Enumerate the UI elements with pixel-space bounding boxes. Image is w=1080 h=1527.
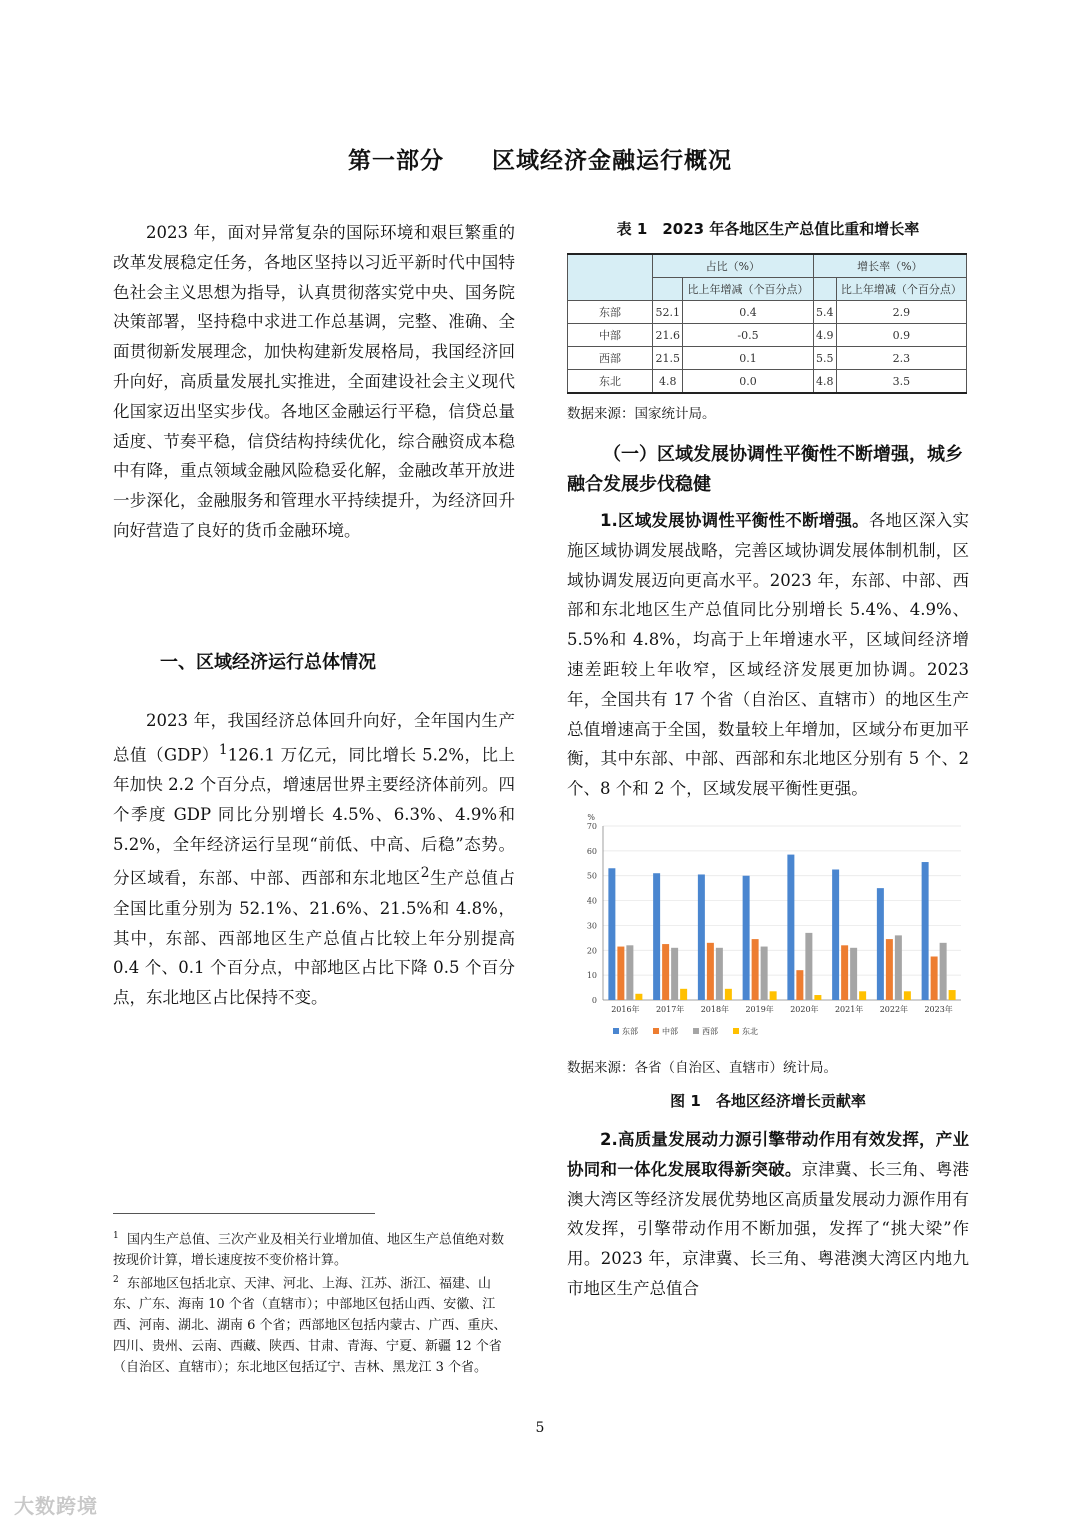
cell-growth: 4.8 [813,370,836,394]
cell-growth_chg: 0.9 [836,324,966,347]
legend-swatch-东部 [613,1028,619,1034]
p2-body: 京津冀、长三角、粤港澳大湾区等经济发展优势地区高质量发展动力源作用有效发挥，引擎带动作用不断加强，发挥了“挑大梁”作用。2023 年，京津冀、长三角、粤港澳大湾区内地九市地区生产总值合 [567,1159,970,1298]
y-tick-label: 0 [591,995,597,1005]
legend-label-东北: 东北 [742,1026,758,1036]
cell-growth: 5.5 [813,347,836,370]
legend-label-西部: 西部 [702,1026,718,1036]
footnote-text-2: 东部地区包括北京、天津、河北、上海、江苏、浙江、福建、山东、广东、海南 10 个省（直辖市）；中部地区包括山西、安徽、江西、河南、湖北、湖南 6 个省；西部地区包括内蒙古、广西、重庆、四川、贵州、云南、西藏、陕西、甘肃、青海、宁夏、新疆 12 个省（自治区、直辖市）；东北地区包括辽宁、吉林、黑龙江 3 个省。 [113,1276,507,1376]
section1-paragraph [113,706,515,1013]
bar-东部-2022年 [877,888,884,1000]
bar-中部-2021年 [841,945,848,1000]
cell-region: 西部 [568,347,653,370]
cell-region: 东北 [568,370,653,394]
y-tick-label: 20 [586,946,597,956]
section1-body [113,706,515,1013]
cell-share: 4.8 [653,370,683,394]
bar-中部-2016年 [617,947,624,1000]
footnote-mark-1: 1 [113,1231,119,1241]
x-tick-label: 2023年 [924,1004,953,1014]
cell-share_chg: 0.4 [683,301,813,324]
legend-swatch-中部 [653,1028,659,1034]
y-tick-label: 10 [586,971,597,981]
bar-西部-2018年 [716,948,723,1000]
page-number: 5 [535,1420,545,1436]
bar-东部-2019年 [743,876,750,1000]
bar-西部-2016年 [626,945,633,1000]
y-tick-label: 60 [586,846,597,856]
table-source: 数据来源：国家统计局。 [567,406,716,422]
cell-share: 21.6 [653,324,683,347]
table-row [568,370,967,394]
th-growth: 增长率（%） [813,254,966,278]
s1-text-a: 2023 年，我国经济总体回升向好，全年国内生产总值（GDP） [113,711,515,765]
x-tick-label: 2022年 [879,1004,909,1014]
cell-share: 21.5 [653,347,683,370]
y-tick-label: 70 [586,821,597,831]
cell-growth_chg: 2.9 [836,301,966,324]
cell-share_chg: 0.0 [683,370,813,394]
bar-东北-2019年 [770,991,777,1000]
bar-东北-2022年 [904,991,911,1000]
x-tick-label: 2020年 [790,1004,819,1014]
bar-东北-2017年 [680,989,687,1000]
bar-中部-2017年 [662,944,669,1000]
bar-东部-2017年 [653,873,660,1000]
left-column [113,218,515,546]
cell-growth: 4.9 [813,324,836,347]
x-tick-label: 2021年 [834,1004,864,1014]
bar-中部-2023年 [931,956,938,1000]
cell-growth_chg: 3.5 [836,370,966,394]
bar-西部-2020年 [805,933,812,1000]
footnote-1 [113,1226,515,1271]
figure-source: 数据来源：各省（自治区、直辖市）统计局。 [567,1059,837,1076]
s1-text-c: 生产总值占全国比重分别为 52.1%、21.6%、21.5%和 4.8%，其中，东部、西部地区生产总值占比较上年分别提高 0.4 个、0.1 个百分点，中部地区占比下降 0.5 个百分点，东北地区占比保持不变。 [113,868,516,1008]
bar-西部-2023年 [940,943,947,1000]
table-corner [568,254,653,301]
cell-share_chg: 0.1 [683,347,813,370]
legend-label-东部: 东部 [622,1026,638,1036]
x-tick-label: 2019年 [745,1004,774,1014]
y-tick-label: 30 [586,921,597,931]
intro-paragraph: 2023 年，面对异常复杂的国际环境和艰巨繁重的改革发展稳定任务，各地区坚持以习近平新时代中国特色社会主义思想为指导，认真贯彻落实党中央、国务院决策部署，坚持稳中求进工作总基调，完整、准确、全面贯彻新发展理念，加快构建新发展格局，我国经济回升向好，高质量发展扎实推进，全面建设社会主义现代化国家迈出坚实步伐。各地区金融运行平稳，信贷总量适度、节奏平稳，信贷结构持续优化，综合融资成本稳中有降，重点领域金融风险稳妥化解，金融改革开放进一步深化，金融服务和管理水平持续提升，为经济回升向好营造了良好的货币金融环境。 [113,223,515,540]
bar-东北-2020年 [814,995,821,1000]
bar-中部-2020年 [796,970,803,1000]
bar-中部-2022年 [886,939,893,1000]
legend-swatch-西部 [693,1028,699,1034]
bar-西部-2021年 [850,948,857,1000]
y-tick-label: 50 [586,871,597,881]
footnote-text-1: 国内生产总值、三次产业及相关行业增加值、地区生产总值绝对数按现价计算，增长速度按不变价格计算。 [113,1232,505,1269]
bar-西部-2022年 [895,935,902,1000]
right-column [567,218,969,1304]
bar-东北-2021年 [859,991,866,1000]
footnote-ref-2[interactable]: 2 [420,865,430,882]
contribution-chart [567,810,969,1050]
sub1-paragraph-2 [567,1125,969,1304]
bar-东部-2016年 [608,868,615,1000]
bar-中部-2019年 [752,939,759,1000]
sub1-paragraph-1 [567,506,969,804]
watermark: 大数跨境 [14,1494,98,1518]
table-row [568,324,967,347]
page-title [0,142,1080,175]
footnote-2 [113,1270,515,1378]
x-tick-label: 2017年 [655,1004,685,1014]
p1-lead: 1.区域发展协调性平衡性不断增强。 [600,511,869,530]
p1-body: 各地区深入实施区域协调发展战略，完善区域协调发展体制机制，区域协调发展迈向更高水平。2023 年，东部、中部、西部和东北地区生产总值同比分别增长 5.4%、4.9%、5.5%和 4.8%，均高于上年增速水平，区域间经济增速差距较上年收窄，区域经济发展更加协调。2023 年，全国共有 17 个省（自治区、直辖市）的地区生产总值增速高于全国，数量较上年增加，区域分布更加平衡，其中东部、中部、西部和东北地区分别有 5 个、2 个、8 个和 2 个，区域发展平衡性更强。 [567,511,970,799]
cell-region: 中部 [568,324,653,347]
gdp-share-table [567,253,967,394]
bar-东部-2021年 [832,869,839,1000]
th-share-blank [653,278,683,301]
y-tick-label: 40 [586,896,597,906]
bar-东北-2018年 [725,989,732,1000]
bar-西部-2017年 [671,948,678,1000]
th-growth-blank [813,278,836,301]
cell-region: 东部 [568,301,653,324]
footnote-ref-1[interactable]: 1 [218,741,228,758]
part-name: 区域经济金融运行概况 [492,148,732,174]
bar-东北-2016年 [635,994,642,1000]
legend-swatch-东北 [733,1028,739,1034]
cell-growth_chg: 2.3 [836,347,966,370]
x-tick-label: 2018年 [700,1004,730,1014]
bar-西部-2019年 [761,947,768,1000]
th-share-chg: 比上年增减（个百分点） [683,278,813,301]
bar-东部-2023年 [922,862,929,1000]
bar-东部-2018年 [698,874,705,1000]
subsection-heading: （一）区域发展协调性平衡性不断增强，城乡融合发展步伐稳健 [567,444,963,495]
footnote-mark-2: 2 [113,1275,119,1285]
table-row [568,347,967,370]
th-growth-chg: 比上年增减（个百分点） [836,278,966,301]
cell-growth: 5.4 [813,301,836,324]
cell-share: 52.1 [653,301,683,324]
y-unit-label: % [587,812,595,822]
part-label: 第一部分 [348,148,444,174]
p2-lead: 2.高质量发展动力源引擎带动作用有效发挥，产业协同和一体化发展取得新突破。 [567,1129,969,1179]
subsection-1 [567,440,969,804]
x-tick-label: 2016年 [611,1004,640,1014]
bar-中部-2018年 [707,943,714,1000]
s1-text-b: 126.1 万亿元，同比增长 5.2%，比上年加快 2.2 个百分点，增速居世界主要经济体前列。四个季度 GDP 同比分别增长 4.5%、6.3%、4.9%和 5.2%，全年经济运行呈现“前低、中高、后稳”态势。分区域看，东部、中部、西部和东北地区 [113,745,515,888]
figure-caption: 图 1 各地区经济增长贡献率 [670,1091,866,1110]
table-caption: 表 1 2023 年各地区生产总值比重和增长率 [616,220,920,238]
th-share: 占比（%） [653,254,814,278]
table-row [568,301,967,324]
legend-label-中部: 中部 [662,1026,678,1036]
section-heading-1: 一、区域经济运行总体情况 [160,652,376,673]
footnote-divider [113,1213,375,1214]
bar-东北-2023年 [949,990,956,1000]
cell-share_chg: -0.5 [683,324,813,347]
bar-东部-2020年 [787,855,794,1000]
